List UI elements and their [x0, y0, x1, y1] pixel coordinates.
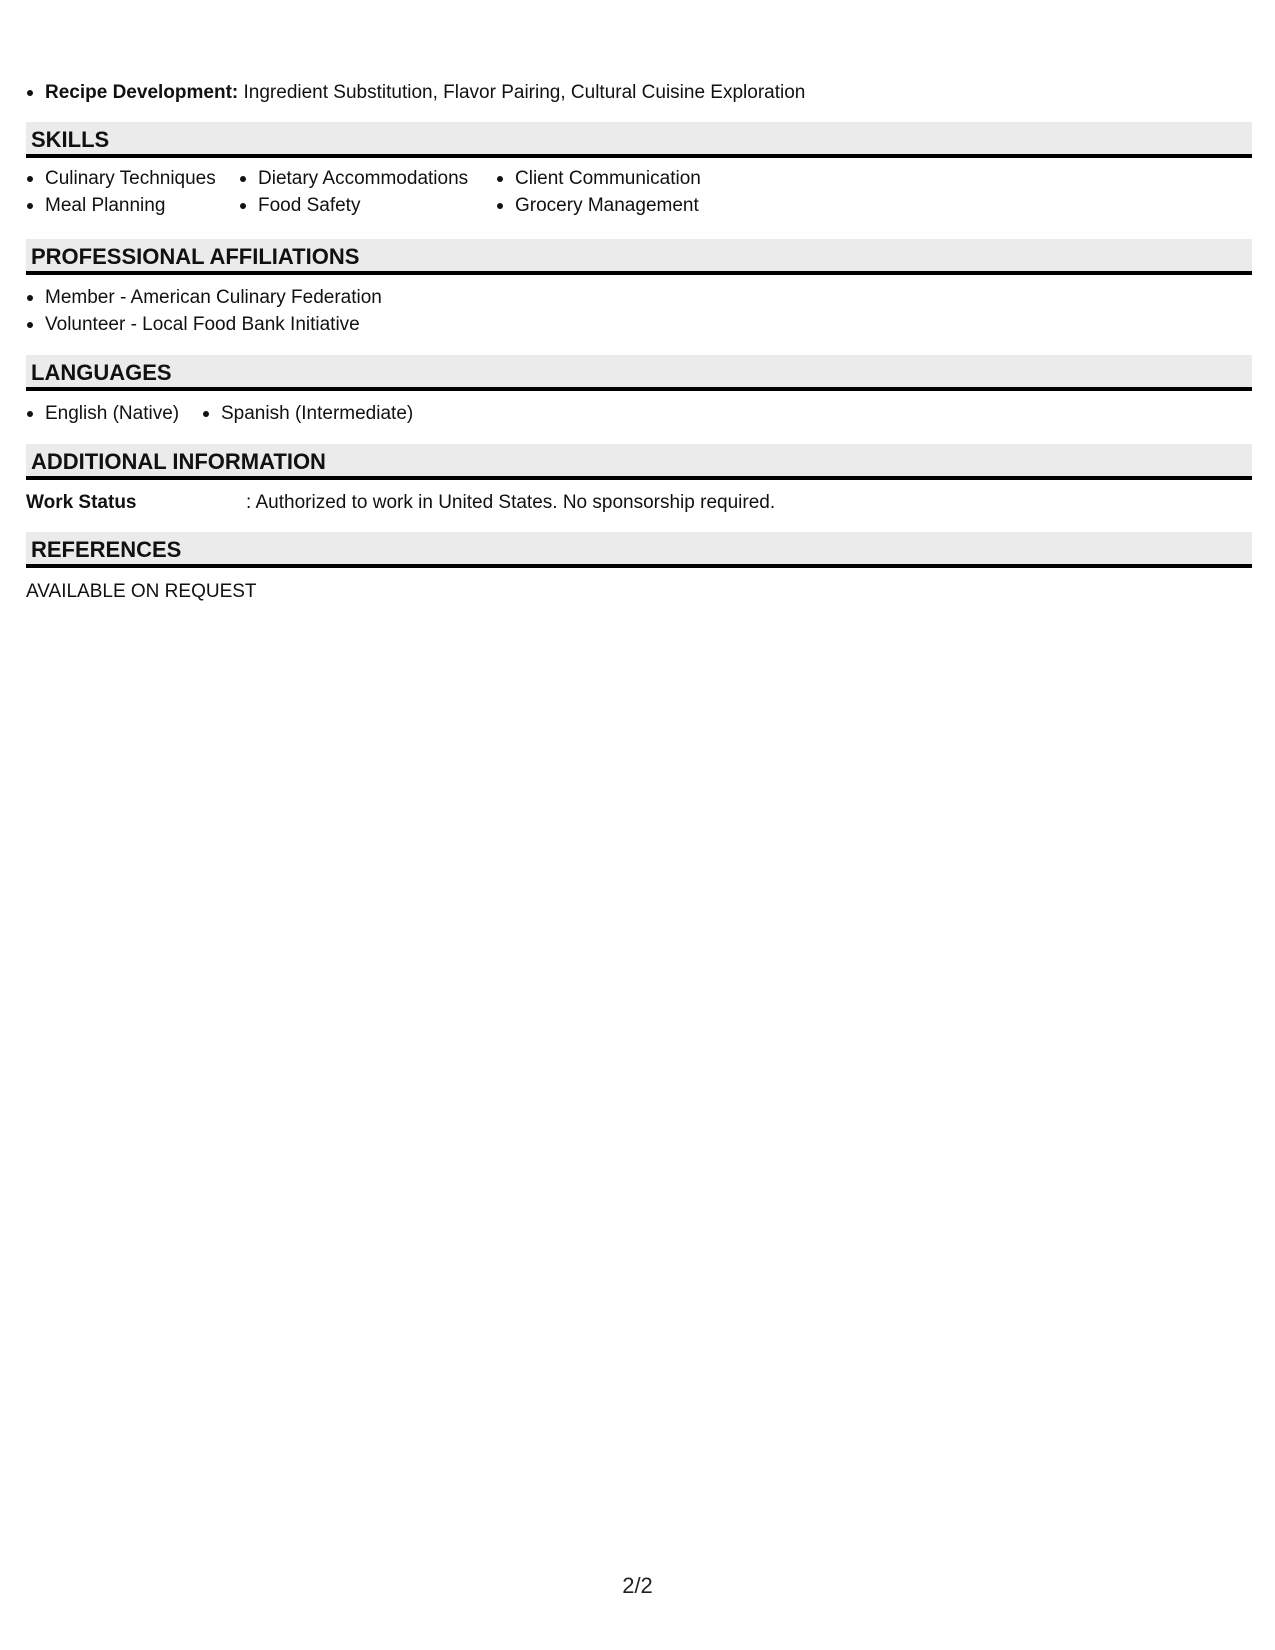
recipe-development-text: Ingredient Substitution, Flavor Pairing, Cultural Cuisine Exploration: [243, 82, 806, 103]
skills-column-3: [496, 165, 736, 219]
recipe-development-item: [26, 79, 805, 106]
skill-item: Client Communication: [496, 165, 736, 192]
languages-column-1: [26, 400, 202, 427]
recipe-development-list: [26, 79, 805, 106]
skill-item: Grocery Management: [496, 192, 736, 219]
recipe-development-label: Recipe Development:: [45, 82, 239, 103]
skills-column-1: [26, 165, 239, 219]
work-status-value: : Authorized to work in United States. No sponsorship required.: [246, 492, 776, 513]
affiliation-item: Volunteer - Local Food Bank Initiative: [26, 311, 382, 338]
work-status-row: [26, 489, 775, 516]
language-item: English (Native): [26, 400, 202, 427]
skill-item: Food Safety: [239, 192, 496, 219]
references-section-title: REFERENCES: [31, 537, 182, 562]
page-number: 2/2: [622, 1573, 653, 1598]
languages-section-title: LANGUAGES: [31, 360, 172, 385]
languages-column-2: [202, 400, 462, 427]
skills-column-2: [239, 165, 496, 219]
affiliation-item: Member - American Culinary Federation: [26, 284, 382, 311]
affiliations-list: [26, 284, 382, 338]
skill-item: Culinary Techniques: [26, 165, 239, 192]
language-item: Spanish (Intermediate): [202, 400, 462, 427]
affiliations-section-title: PROFESSIONAL AFFILIATIONS: [31, 244, 360, 269]
languages-section-header: [26, 355, 1252, 391]
additional-info-section-header: [26, 444, 1252, 480]
languages-columns: [26, 400, 462, 427]
additional-info-section-title: ADDITIONAL INFORMATION: [31, 449, 326, 474]
skill-item: Dietary Accommodations: [239, 165, 496, 192]
references-section-header: [26, 532, 1252, 568]
skills-section-header: [26, 122, 1252, 158]
skills-section-title: SKILLS: [31, 127, 110, 152]
skills-columns: [26, 165, 736, 219]
references-text: AVAILABLE ON REQUEST: [26, 581, 257, 602]
work-status-label: Work Status: [26, 492, 137, 513]
skill-item: Meal Planning: [26, 192, 239, 219]
affiliations-section-header: [26, 239, 1252, 275]
